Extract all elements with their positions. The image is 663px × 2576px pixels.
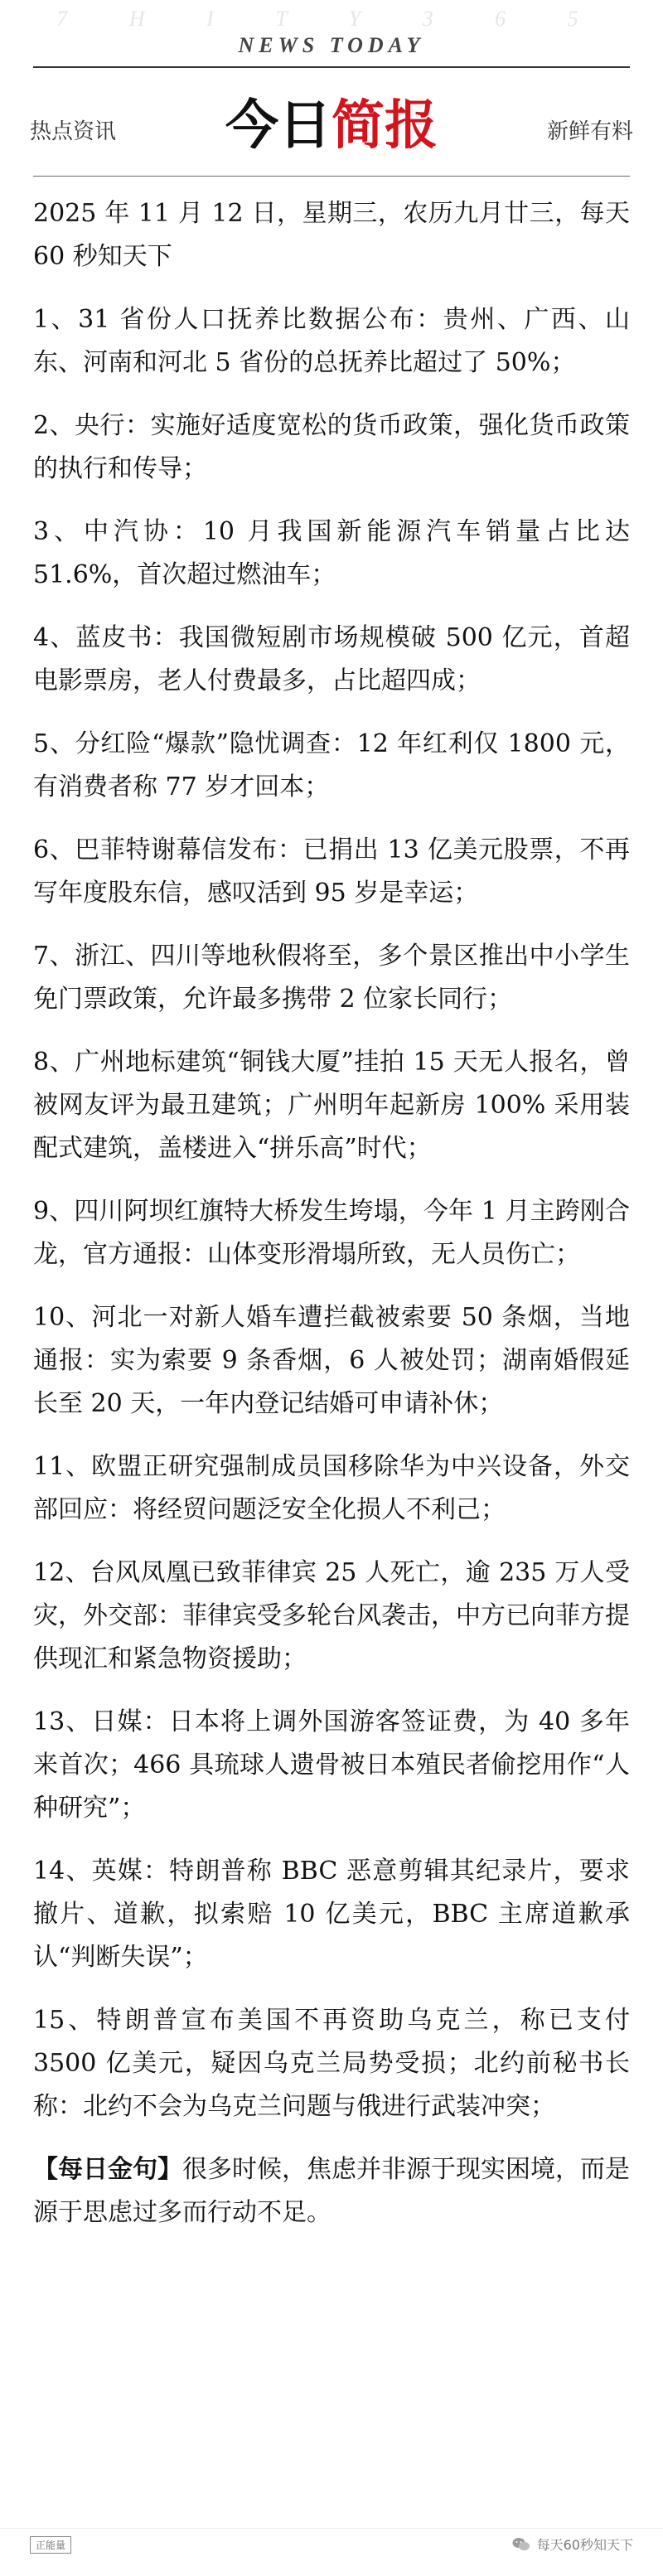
header-rule-bottom: [33, 176, 630, 177]
news-item: 4、蓝皮书：我国微短剧市场规模破 500 亿元，首超电影票房，老人付费最多，占比超四成；: [33, 623, 630, 695]
daily-quote-text: 很多时候，焦虑并非源于现实困境，而是源于思虑过多而行动不足。: [33, 2155, 630, 2227]
wechat-icon: [512, 2537, 530, 2552]
news-item: 2、央行：实施好适度宽松的货币政策，强化货币政策的执行和传导；: [33, 411, 630, 483]
masthead-title-black: 今日: [225, 95, 332, 157]
news-item: 15、特朗普宣布美国不再资助乌克兰，称已支付 3500 亿美元，疑因乌克兰局势受损；北约前秘书长称：北约不会为乌克兰问题与俄进行武装冲突；: [33, 2006, 630, 2121]
footer-badge: 正能量: [30, 2536, 71, 2554]
news-item: 5、分红险“爆款”隐忧调查：12 年红利仅 1800 元，有消费者称 77 岁才回本；: [33, 729, 630, 801]
news-item: 10、河北一对新人婚车遭拦截被索要 50 条烟，当地通报：实为索要 9 条香烟，6 人被处罚；湖南婚假延长至 20 天，一年内登记结婚可申请补休；: [33, 1303, 630, 1418]
footer-divider: [0, 2528, 663, 2529]
news-item: 9、四川阿坝红旗特大桥发生垮塌，今年 1 月主跨刚合龙，官方通报：山体变形滑塌所致，无人员伤亡；: [33, 1197, 630, 1269]
news-item: 12、台风凤凰已致菲律宾 25 人死亡，逾 235 万人受灾，外交部：菲律宾受多轮台风袭击，中方已向菲方提供现汇和紧急物资援助；: [33, 1558, 630, 1673]
footer-source-label: 每天60秒知天下: [536, 2537, 633, 2553]
news-item: 1、31 省份人口抚养比数据公布：贵州、广西、山东、河南和河北 5 省份的总抚养比超过了 50%；: [33, 305, 630, 377]
header-rule-top: [33, 66, 630, 68]
daily-quote: [33, 2148, 630, 2235]
news-item: 11、欧盟正研究强制成员国移除华为中兴设备，外交部回应：将经贸问题泛安全化损人不利己；: [33, 1452, 630, 1524]
news-item: 3、中汽协：10 月我国新能源汽车销量占比达 51.6%，首次超过燃油车；: [33, 517, 630, 589]
news-item: 13、日媒：日本将上调外国游客签证费，为 40 多年来首次；466 具琉球人遗骨被日本殖民者偷挖用作“人种研究”；: [33, 1707, 630, 1823]
header-faint-letters: 7 H I T Y 3 6 5: [56, 7, 607, 31]
masthead-title-red: 简报: [332, 95, 438, 157]
header-right-tag: 新鲜有料: [546, 119, 633, 144]
news-item: 6、巴菲特谢幕信发布：已捐出 13 亿美元股票，不再写年度股东信，感叹活到 95 岁是幸运；: [33, 835, 630, 908]
header-subtitle: NEWS TODAY: [238, 33, 425, 57]
news-item: 14、英媒：特朗普称 BBC 恶意剪辑其纪录片，要求撤片、道歉，拟索赔 10 亿美元，BBC 主席道歉承认“判断失误”；: [33, 1857, 630, 1972]
footer-source[interactable]: [512, 2535, 633, 2554]
article-intro: 2025 年 11 月 12 日，星期三，农历九月廿三，每天 60 秒知天下: [33, 199, 630, 271]
news-item: 7、浙江、四川等地秋假将至，多个景区推出中小学生免门票政策，允许最多携带 2 位家长同行；: [33, 942, 630, 1014]
news-item: 8、广州地标建筑“铜钱大厦”挂拍 15 天无人报名，曾被网友评为最丑建筑；广州明年起新房 100% 采用装配式建筑，盖楼进入“拼乐高”时代；: [33, 1048, 630, 1163]
news-article: [33, 192, 630, 2254]
daily-quote-tag: 【每日金句】: [33, 2155, 182, 2184]
header-left-tag: 热点资讯: [30, 119, 117, 144]
